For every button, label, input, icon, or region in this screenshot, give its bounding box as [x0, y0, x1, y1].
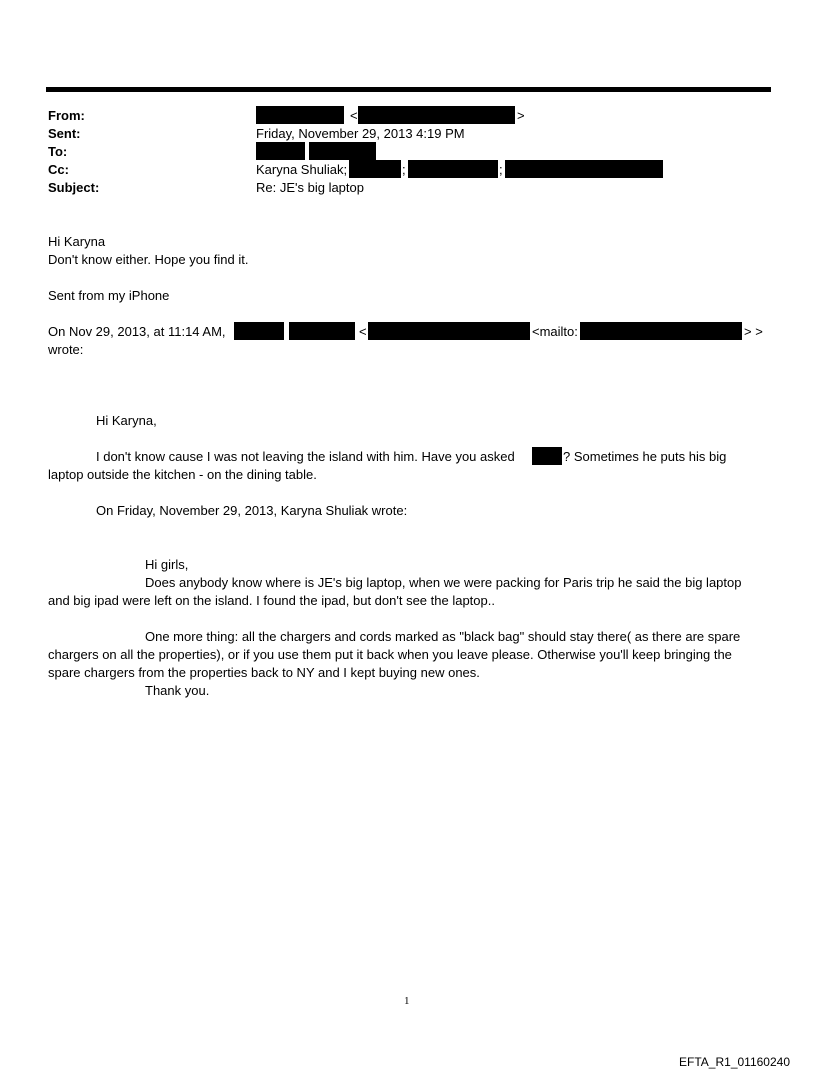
from-label: From:: [48, 108, 85, 123]
cc-sep-2: ;: [499, 162, 503, 177]
redaction-to-1: [256, 142, 305, 160]
orig-p2-line2: chargers on all the properties), or if you use them put it back when you leave please. Otherwise you'll keep bringing the: [48, 647, 732, 662]
sent-label: Sent:: [48, 126, 81, 141]
cc-sep-1: ;: [402, 162, 406, 177]
quote-header-wrote: wrote:: [48, 342, 84, 357]
redaction-cc-3: [505, 160, 663, 178]
reply-p1-line2: laptop outside the kitchen - on the dining table.: [48, 467, 317, 482]
to-label: To:: [48, 144, 68, 159]
cc-name: Karyna Shuliak;: [256, 162, 348, 177]
redaction-cc-2: [408, 160, 498, 178]
quote-header-lt: <: [359, 324, 367, 339]
header-rule: [46, 87, 771, 92]
reply-p1-start: I don't know cause I was not leaving the island with him. Have you asked: [96, 449, 515, 464]
subject-label: Subject:: [48, 180, 100, 195]
orig-p2-line3: spare chargers from the properties back to NY and I kept buying new ones.: [48, 665, 480, 680]
redaction-to-2: [309, 142, 376, 160]
greeting: Hi Karyna: [48, 234, 106, 249]
redaction-reply-name: [532, 447, 562, 465]
quote-header-start: On Nov 29, 2013, at 11:14 AM,: [48, 324, 226, 339]
orig-greeting: Hi girls,: [145, 557, 189, 572]
orig-p2-line1: One more thing: all the chargers and cords marked as "black bag" should stay there( as there are spare: [145, 629, 741, 644]
document-id: EFTA_R1_01160240: [679, 1055, 790, 1069]
redaction-quote-email: [368, 322, 530, 340]
orig-p1-line2: and big ipad were left on the island. I found the ipad, but don't see the laptop..: [48, 593, 495, 608]
subject-value: Re: JE's big laptop: [256, 180, 364, 195]
quote-header-mailto: <mailto:: [532, 324, 578, 339]
redaction-quote-mailto: [580, 322, 742, 340]
reply-line: Don't know either. Hope you find it.: [48, 252, 249, 267]
orig-thanks: Thank you.: [145, 683, 210, 698]
redaction-quote-first: [234, 322, 284, 340]
reply-greeting: Hi Karyna,: [96, 413, 157, 428]
redaction-from-name: [256, 106, 344, 124]
reply-quote-header: On Friday, November 29, 2013, Karyna Shuliak wrote:: [96, 503, 408, 518]
reply-p1-end: ? Sometimes he puts his big: [563, 449, 727, 464]
from-lt: <: [350, 108, 358, 123]
redaction-quote-last: [289, 322, 355, 340]
page-number: 1: [404, 995, 410, 1007]
signature: Sent from my iPhone: [48, 288, 170, 303]
from-gt: >: [517, 108, 525, 123]
orig-p1-line1: Does anybody know where is JE's big laptop, when we were packing for Paris trip he said the big laptop: [145, 575, 742, 590]
redaction-cc-1: [349, 160, 401, 178]
quote-header-end: > >: [744, 324, 763, 339]
redaction-from-email: [358, 106, 515, 124]
sent-value: Friday, November 29, 2013 4:19 PM: [256, 126, 465, 141]
cc-label: Cc:: [48, 162, 69, 177]
